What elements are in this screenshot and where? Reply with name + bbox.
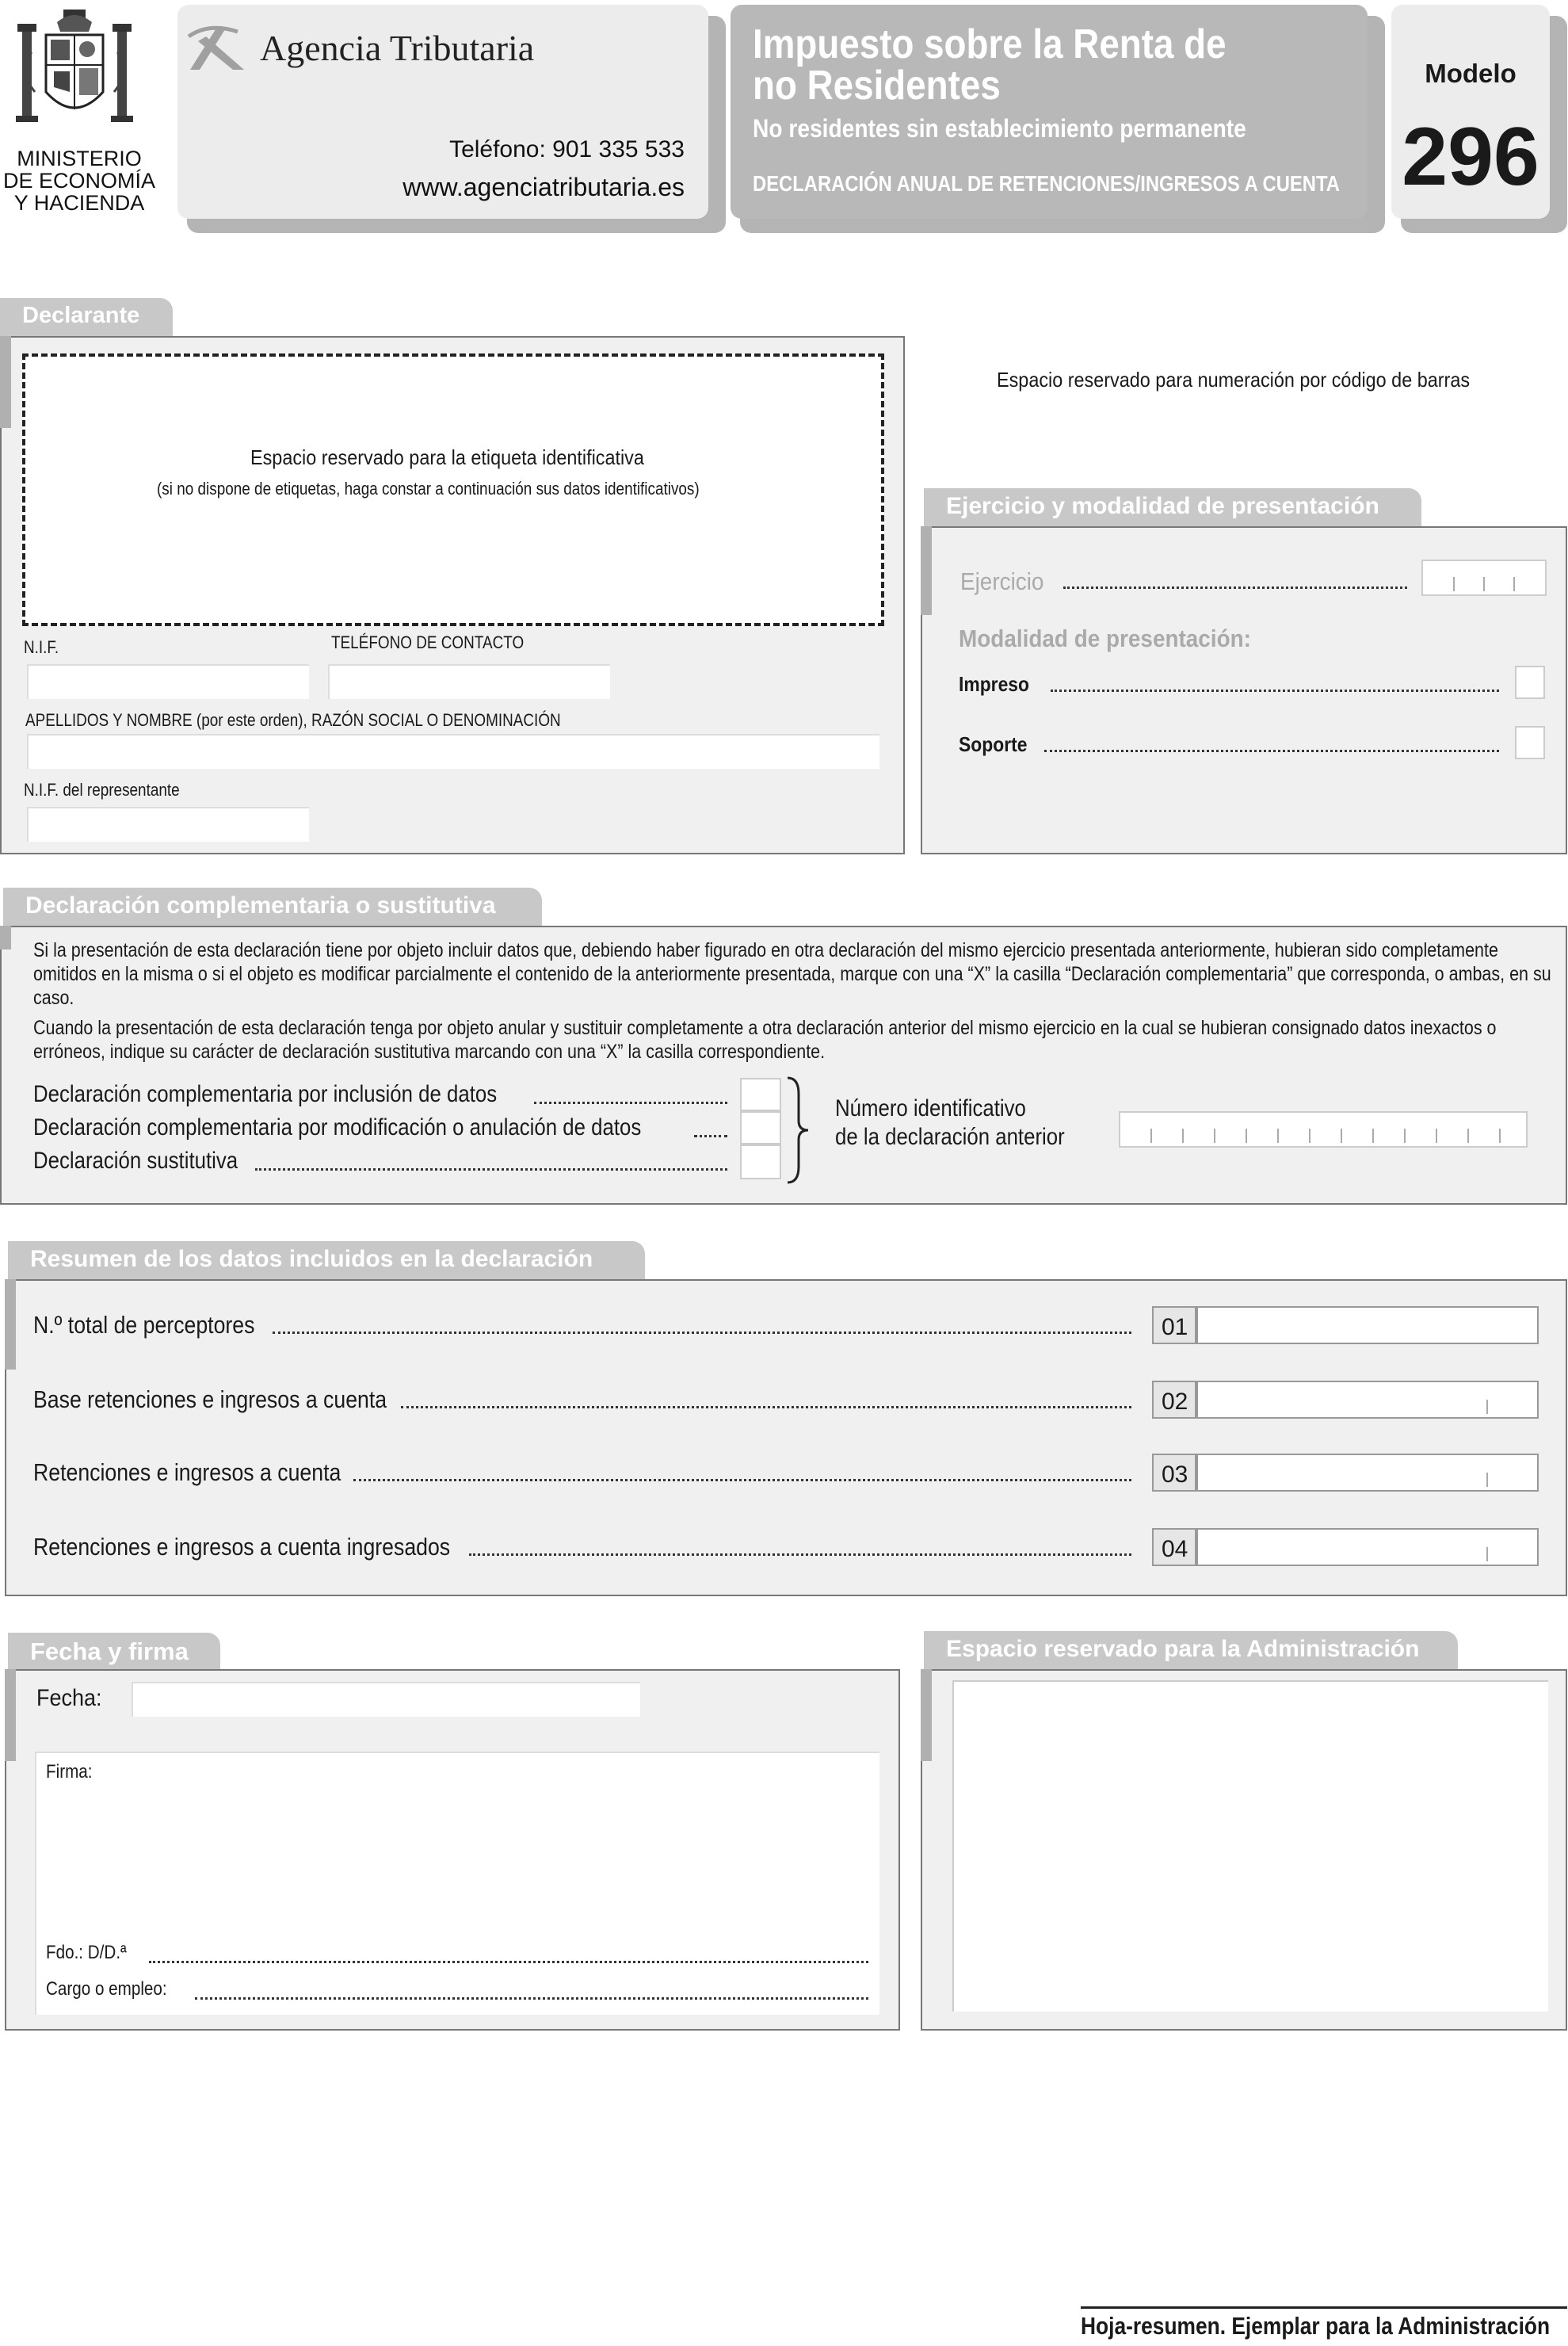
phone-field[interactable]	[328, 664, 610, 699]
ejercicio-dots	[1063, 586, 1407, 589]
resumen-row-label: Base retenciones e ingresos a cuenta	[33, 1385, 387, 1413]
numero-tick	[1499, 1129, 1501, 1143]
complementaria-text-1: Si la presentación de esta declaración tiene por objeto incluir datos que, debiendo haber figurado en otra declaración del mismo ejercicio presentada anteriormente, hubieran sido completamente omitidos en la misma o si el objeto es modificar parcialmente el contenido de la anteriormente presentada, marque con una “X” la casilla “Declaración complementaria” que corresponda, o ambas, en su caso.	[33, 939, 1551, 1009]
coat-of-arms-icon	[11, 5, 138, 144]
tab-admin: Espacio reservado para la Administración	[924, 1631, 1458, 1671]
resumen-row-code: 03	[1152, 1454, 1196, 1492]
resumen-row-field[interactable]	[1196, 1381, 1539, 1419]
ministry-line-1: MINISTERIO	[17, 147, 142, 170]
title-subtitle: No residentes sin establecimiento permanente	[753, 114, 1246, 143]
tab-complementaria: Declaración complementaria o sustitutiva	[3, 888, 542, 927]
firma-area[interactable]	[35, 1752, 879, 2015]
ejercicio-panel-accent	[921, 526, 932, 615]
impreso-label: Impreso	[959, 672, 1030, 696]
resumen-row-dots	[401, 1406, 1131, 1408]
declarante-panel-accent	[0, 336, 11, 428]
ministry-line-2: DE ECONOMÍA	[2, 169, 156, 193]
fecha-label: Fecha:	[36, 1685, 102, 1711]
resumen-row-label: Retenciones e ingresos a cuenta	[33, 1458, 341, 1486]
numero-label-2: de la declaración anterior	[835, 1124, 1065, 1150]
ejercicio-field[interactable]	[1421, 560, 1547, 596]
numero-field[interactable]	[1119, 1111, 1528, 1148]
opt1-checkbox[interactable]	[740, 1078, 781, 1111]
soporte-checkbox[interactable]	[1515, 726, 1545, 759]
impreso-checkbox[interactable]	[1515, 666, 1545, 699]
tab-ejercicio: Ejercicio y modalidad de presentación	[924, 488, 1421, 528]
ejercicio-tick	[1483, 577, 1485, 591]
numero-label-1: Número identificativo	[835, 1095, 1026, 1121]
ejercicio-tick	[1453, 577, 1455, 591]
rep-nif-label: N.I.F. del representante	[24, 780, 180, 800]
fecha-field[interactable]	[132, 1682, 640, 1717]
title-line-1: Impuesto sobre la Renta de	[753, 21, 1227, 67]
soporte-dots	[1044, 750, 1499, 752]
numero-tick	[1277, 1129, 1279, 1143]
opt3-checkbox[interactable]	[740, 1144, 781, 1179]
ministry-line-3: Y HACIENDA	[13, 191, 145, 215]
complementaria-panel-accent	[0, 926, 11, 949]
opt2-checkbox[interactable]	[740, 1111, 781, 1144]
opt3-label: Declaración sustitutiva	[33, 1148, 238, 1174]
resumen-row-field[interactable]	[1196, 1528, 1539, 1566]
agency-web[interactable]	[349, 173, 685, 202]
numero-tick	[1404, 1129, 1406, 1143]
nif-label: N.I.F.	[24, 637, 59, 657]
numero-tick	[1150, 1129, 1152, 1143]
opt2-label: Declaración complementaria por modificación o anulación de datos	[33, 1114, 642, 1141]
modalidad-label: Modalidad de presentación:	[959, 625, 1251, 652]
tab-declarante: Declarante	[0, 298, 173, 338]
title-text	[753, 21, 1227, 109]
resumen-row-code: 01	[1152, 1306, 1196, 1344]
name-label: APELLIDOS Y NOMBRE (por este orden), RAZÓN SOCIAL O DENOMINACIÓN	[25, 710, 561, 730]
rep-nif-field[interactable]	[27, 807, 309, 842]
brace-icon	[784, 1075, 811, 1186]
ejercicio-label: Ejercicio	[960, 567, 1044, 595]
resumen-row-dots	[469, 1553, 1131, 1556]
resumen-row-dots	[353, 1479, 1131, 1481]
modelo-number: 296	[1402, 111, 1539, 203]
decimal-tick	[1486, 1547, 1488, 1561]
numero-tick	[1246, 1129, 1247, 1143]
opt1-dots	[534, 1102, 727, 1104]
label-space-title: Espacio reservado para la etiqueta identificativa	[250, 445, 644, 469]
fdo-label: Fdo.: D/D.ª	[46, 1942, 127, 1963]
admin-panel-accent	[921, 1669, 932, 1761]
decimal-tick	[1486, 1400, 1488, 1414]
tab-resumen: Resumen de los datos incluidos en la declaración	[8, 1241, 645, 1281]
complementaria-text-2: Cuando la presentación de esta declaración tenga por objeto anular y sustituir completamente a otra declaración anterior del mismo ejercicio en la cual se hubieran consignado datos inexactos o erróneos, indique su carácter de declaración sustitutiva marcando con una “X” la casilla correspondiente.	[33, 1017, 1497, 1063]
label-space-note: (si no dispone de etiquetas, haga constar a continuación sus datos identificativos)	[157, 479, 700, 499]
opt1-label: Declaración complementaria por inclusión de datos	[33, 1081, 498, 1107]
tab-firma: Fecha y firma	[8, 1633, 220, 1672]
numero-tick	[1182, 1129, 1184, 1143]
resumen-row-dots	[273, 1332, 1131, 1334]
ejercicio-tick	[1513, 577, 1515, 591]
agency-web-link[interactable]: www.agenciatributaria.es	[402, 173, 685, 201]
title-line-2: no Residentes	[753, 63, 1001, 109]
nif-field[interactable]	[27, 664, 309, 699]
impreso-dots	[1051, 690, 1499, 692]
firma-label: Firma:	[46, 1761, 93, 1782]
numero-tick	[1309, 1129, 1310, 1143]
resumen-row-label: Retenciones e ingresos a cuenta ingresados	[33, 1533, 451, 1561]
barcode-note: Espacio reservado para numeración por código de barras	[997, 368, 1471, 392]
opt2-dots	[694, 1135, 727, 1137]
resumen-row-label: N.º total de perceptores	[33, 1311, 255, 1339]
name-field[interactable]	[27, 734, 879, 769]
numero-tick	[1436, 1129, 1437, 1143]
opt3-dots	[255, 1168, 727, 1171]
firma-panel-accent	[5, 1669, 16, 1761]
footer-text: Hoja-resumen. Ejemplar para la Administración	[1081, 2312, 1551, 2340]
numero-tick	[1341, 1129, 1342, 1143]
numero-tick	[1214, 1129, 1215, 1143]
agency-phone: Teléfono: 901 335 533	[449, 136, 685, 162]
resumen-row-code: 04	[1152, 1528, 1196, 1566]
resumen-row-code: 02	[1152, 1381, 1196, 1419]
resumen-panel-accent	[5, 1279, 16, 1370]
footer-label	[1081, 2306, 1567, 2340]
title-declaration: DECLARACIÓN ANUAL DE RETENCIONES/INGRESOS A CUENTA	[753, 171, 1340, 196]
cargo-label: Cargo o empleo:	[46, 1978, 167, 2000]
resumen-row-field[interactable]	[1196, 1454, 1539, 1492]
ministry-name	[0, 147, 158, 214]
numero-tick	[1372, 1129, 1374, 1143]
cargo-dots	[195, 1997, 868, 2000]
admin-area	[952, 1680, 1548, 2012]
agency-name: Agencia Tributaria	[260, 28, 535, 68]
decimal-tick	[1486, 1473, 1488, 1487]
fdo-dots	[149, 1961, 868, 1963]
soporte-label: Soporte	[959, 732, 1028, 756]
phone-label: TELÉFONO DE CONTACTO	[331, 632, 525, 652]
numero-tick	[1467, 1129, 1469, 1143]
modelo-label: Modelo	[1425, 59, 1516, 88]
agency-logo-icon	[185, 21, 249, 76]
resumen-row-field[interactable]	[1196, 1306, 1539, 1344]
